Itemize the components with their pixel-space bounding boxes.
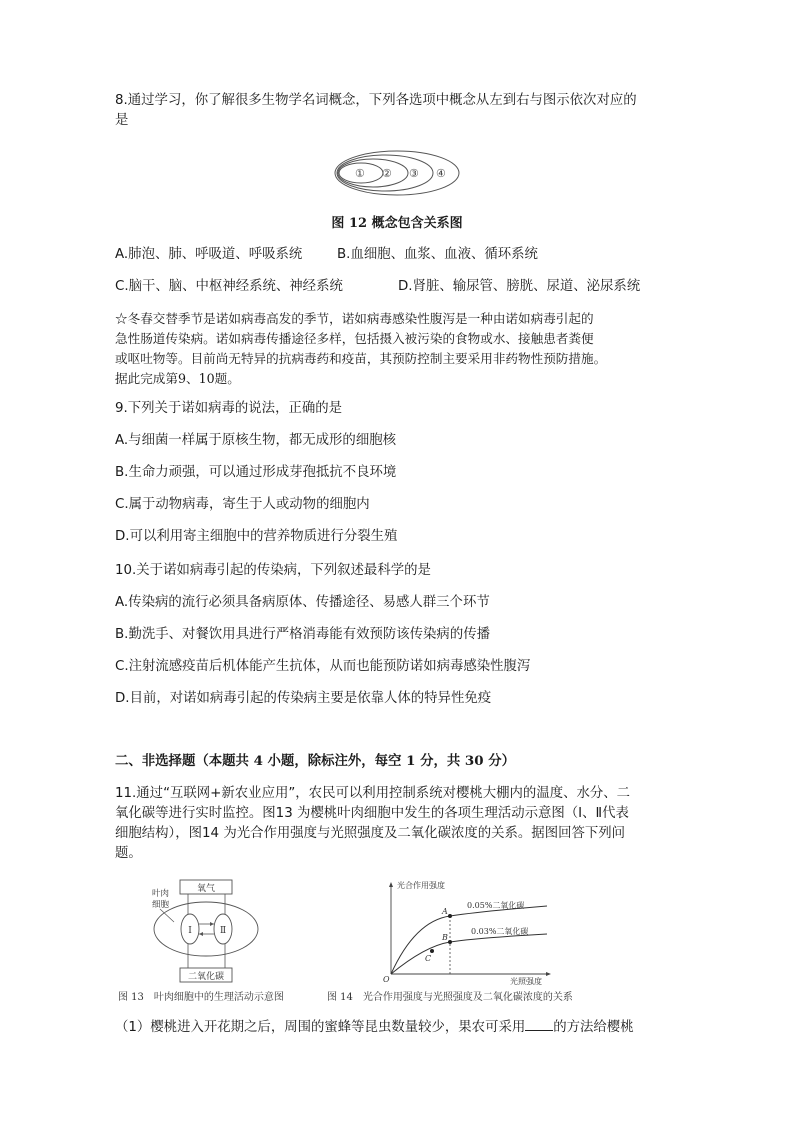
q11-line1: 11.通过“互联网+新农业应用”，农民可以利用控制系统对樱桃大棚内的温度、水分、二 [115, 786, 631, 801]
concept-nesting-diagram [333, 148, 463, 198]
x-axis-label: 光照强度 [510, 977, 542, 986]
concept-label-3: ③ [409, 167, 419, 180]
q9-option-d: D.可以利用寄主细胞中的营养物质进行分裂生殖 [115, 529, 398, 544]
q11-line4: 题。 [115, 846, 142, 861]
q11-sub1-after: 的方法给樱桃 [553, 1020, 634, 1035]
co2-label: 二氧化碳 [187, 972, 225, 982]
q9-option-c: C.属于动物病毒，寄生于人或动物的细胞内 [115, 497, 370, 512]
figure13-caption: 图 13 叶肉细胞中的生理活动示意图 [118, 992, 284, 1003]
q11-sub1-before: （1）樱桃进入开花期之后，周围的蜜蜂等昆虫数量较少，果农可采用 [115, 1020, 526, 1035]
q8-stem-line2: 是 [115, 113, 129, 128]
passage-line1: ☆冬春交替季节是诺如病毒高发的季节，诺如病毒感染性腹泻是一种由诺如病毒引起的 [115, 311, 594, 326]
point-c [430, 949, 434, 953]
q10-option-d: D.目前，对诺如病毒引起的传染病主要是依靠人体的特异性免疫 [115, 691, 492, 706]
point-c-label: C [425, 954, 432, 963]
q9-stem: 9.下列关于诺如病毒的说法，正确的是 [115, 401, 343, 416]
q10-option-a: A.传染病的流行必须具备病原体、传播途径、易感人群三个环节 [115, 595, 490, 610]
point-a [448, 914, 452, 918]
structure-2-label: Ⅱ [219, 926, 227, 936]
q11-line3: 细胞结构），图14 为光合作用强度与光照强度及二氧化碳浓度的关系。据图回答下列问 [115, 826, 626, 841]
q10-stem: 10.关于诺如病毒引起的传染病，下列叙述最科学的是 [115, 563, 431, 578]
y-axis-label: 光合作用强度 [397, 881, 445, 890]
figure13-leaf-cell-diagram [140, 876, 275, 986]
point-a-label: A [442, 907, 448, 916]
origin-label: O [383, 975, 390, 984]
q11-sub1 [115, 1018, 634, 1037]
section2-heading: 二、非选择题（本题共 4 小题，除标注外，每空 1 分，共 30 分） [115, 753, 516, 769]
q8-option-b: B.血细胞、血浆、血液、循环系统 [337, 247, 538, 262]
cell-label-1: 叶肉 [152, 889, 170, 899]
q9-option-b: B.生命力顽强，可以通过形成芽孢抵抗不良环境 [115, 465, 397, 480]
q8-option-d: D.肾脏、输尿管、膀胱、尿道、泌尿系统 [398, 279, 641, 294]
curve-003-co2 [391, 934, 547, 974]
passage-line3: 或呕吐物等。目前尚无特异的抗病毒药和疫苗，其预防控制主要采用非药物性预防措施。 [115, 351, 607, 366]
q8-stem-line1: 8.通过学习，你了解很多生物学名词概念，下列各选项中概念从左到右与图示依次对应的 [115, 93, 637, 108]
oxygen-label: 氧气 [196, 884, 216, 894]
q10-option-b: B.勤洗手、对餐饮用具进行严格消毒能有效预防该传染病的传播 [115, 627, 490, 642]
q8-option-c: C.脑干、脑、中枢神经系统、神经系统 [115, 279, 343, 294]
concept-label-2: ② [382, 167, 392, 180]
structure-1-label: Ⅰ [188, 926, 192, 936]
point-b [448, 940, 452, 944]
figure12-caption: 图 12 概念包含关系图 [331, 216, 463, 231]
cell-label-2: 细胞 [152, 900, 170, 910]
concept-label-4: ④ [436, 167, 446, 180]
concept-label-1: ① [355, 167, 365, 180]
q10-option-c: C.注射流感疫苗后机体能产生抗体，从而也能预防诺如病毒感染性腹泻 [115, 659, 531, 674]
series-003-label: 0.03%二氧化碳 [471, 927, 529, 936]
point-b-label: B [442, 933, 448, 942]
figure14-caption: 图 14 光合作用强度与光照强度及二氧化碳浓度的关系 [327, 992, 573, 1003]
q8-option-a: A.肺泡、肺、呼吸道、呼吸系统 [115, 247, 303, 262]
passage-line2: 急性肠道传染病。诺如病毒传播途径多样，包括摄入被污染的食物或水、接触患者粪便 [115, 331, 594, 346]
figure14-chart [375, 876, 555, 986]
series-005-label: 0.05%二氧化碳 [467, 901, 525, 910]
q9-option-a: A.与细菌一样属于原核生物，都无成形的细胞核 [115, 433, 396, 448]
passage-line4: 据此完成第9、10题。 [115, 371, 240, 386]
answer-blank[interactable] [525, 1018, 553, 1031]
q11-line2: 氧化碳等进行实时监控。图13 为樱桃叶肉细胞中发生的各项生理活动示意图（Ⅰ、Ⅱ代表 [115, 806, 629, 821]
